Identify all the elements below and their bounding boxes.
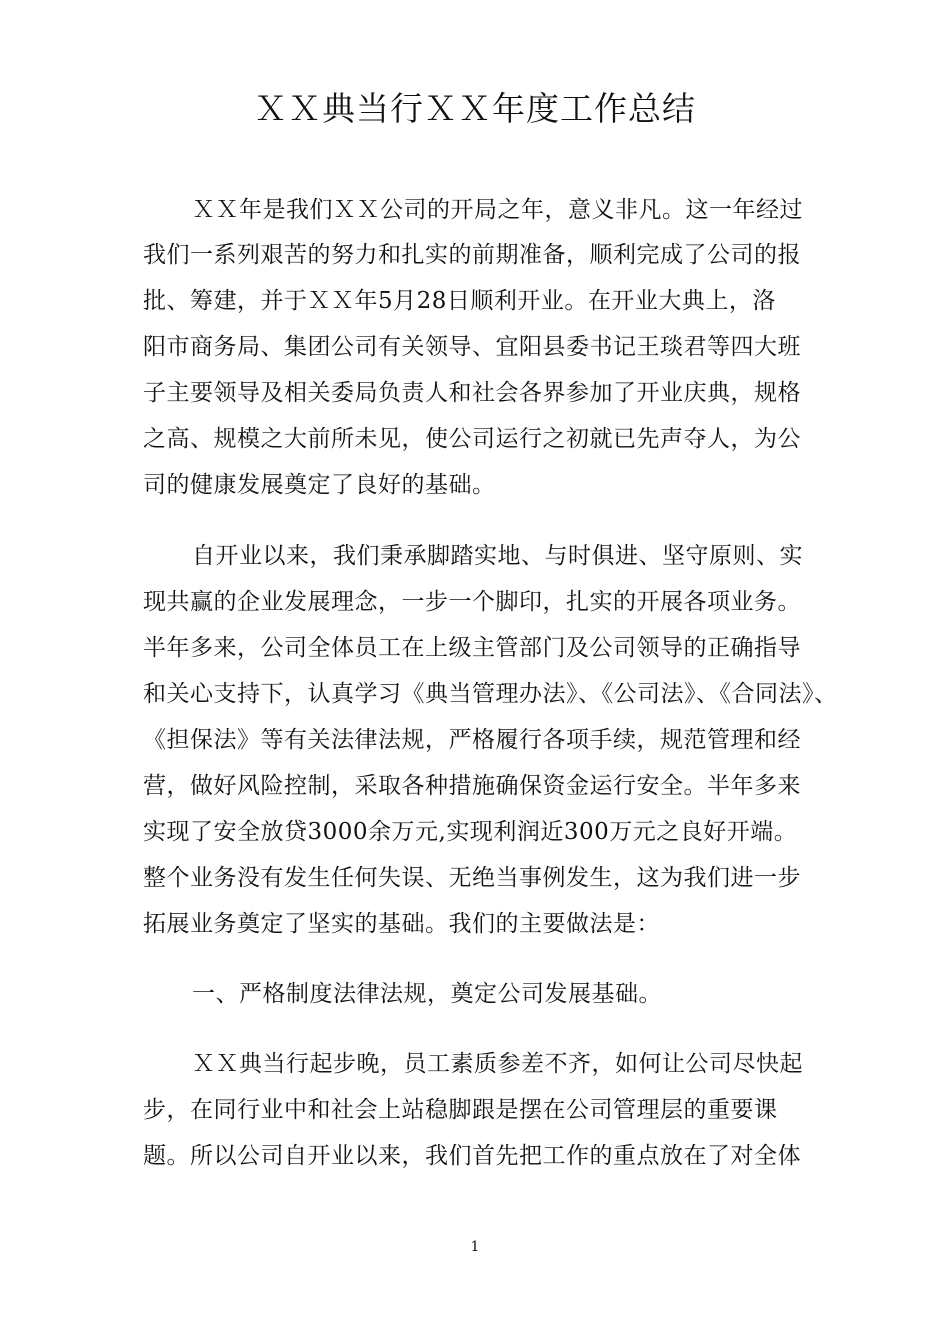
paragraph-3-line-2: 步，在同行业中和社会上站稳脚跟是摆在公司管理层的重要课: [143, 1097, 778, 1123]
paragraph-2-line-7: 实现了安全放贷3000余万元,实现利润近300万元之良好开端。: [143, 819, 798, 845]
paragraph-3-line-1: ＸＸ典当行起步晚，员工素质参差不齐，如何让公司尽快起: [192, 1051, 803, 1077]
paragraph-1-line-2: 我们一系列艰苦的努力和扎实的前期准备，顺利完成了公司的报: [143, 242, 801, 268]
paragraph-1-line-3: 批、筹建，并于ＸＸ年5月28日顺利开业。在开业大典上，洛: [143, 288, 776, 314]
paragraph-2-line-5: 《担保法》等有关法律法规，严格履行各项手续，规范管理和经: [143, 727, 801, 753]
section-heading-1: 一、严格制度法律法规，奠定公司发展基础。: [192, 981, 662, 1007]
paragraph-2-line-9: 拓展业务奠定了坚实的基础。我们的主要做法是：: [143, 911, 660, 937]
paragraph-2-line-1: 自开业以来，我们秉承脚踏实地、与时俱进、坚守原则、实: [192, 543, 803, 569]
document-title: ＸＸ典当行ＸＸ年度工作总结: [254, 89, 696, 128]
paragraph-3-line-3: 题。所以公司自开业以来，我们首先把工作的重点放在了对全体: [143, 1143, 801, 1169]
page-number: 1: [470, 1239, 480, 1255]
paragraph-1-line-6: 之高、规模之大前所未见，使公司运行之初就已先声夺人，为公: [143, 426, 801, 452]
paragraph-2-line-8: 整个业务没有发生任何失误、无绝当事例发生，这为我们进一步: [143, 865, 801, 891]
paragraph-2-line-6: 营，做好风险控制，采取各种措施确保资金运行安全。半年多来: [143, 773, 801, 799]
paragraph-2-line-2: 现共赢的企业发展理念，一步一个脚印，扎实的开展各项业务。: [143, 589, 801, 615]
paragraph-1-line-5: 子主要领导及相关委局负责人和社会各界参加了开业庆典，规格: [143, 380, 801, 406]
paragraph-1-line-7: 司的健康发展奠定了良好的基础。: [143, 472, 496, 498]
paragraph-1-line-4: 阳市商务局、集团公司有关领导、宜阳县委书记王琰君等四大班: [143, 334, 801, 360]
paragraph-2-line-3: 半年多来，公司全体员工在上级主管部门及公司领导的正确指导: [143, 635, 801, 661]
paragraph-1-line-1: ＸＸ年是我们ＸＸ公司的开局之年，意义非凡。这一年经过: [192, 197, 803, 223]
paragraph-2-line-4: 和关心支持下，认真学习《典当管理办法》、《公司法》、《合同法》、: [143, 681, 838, 707]
